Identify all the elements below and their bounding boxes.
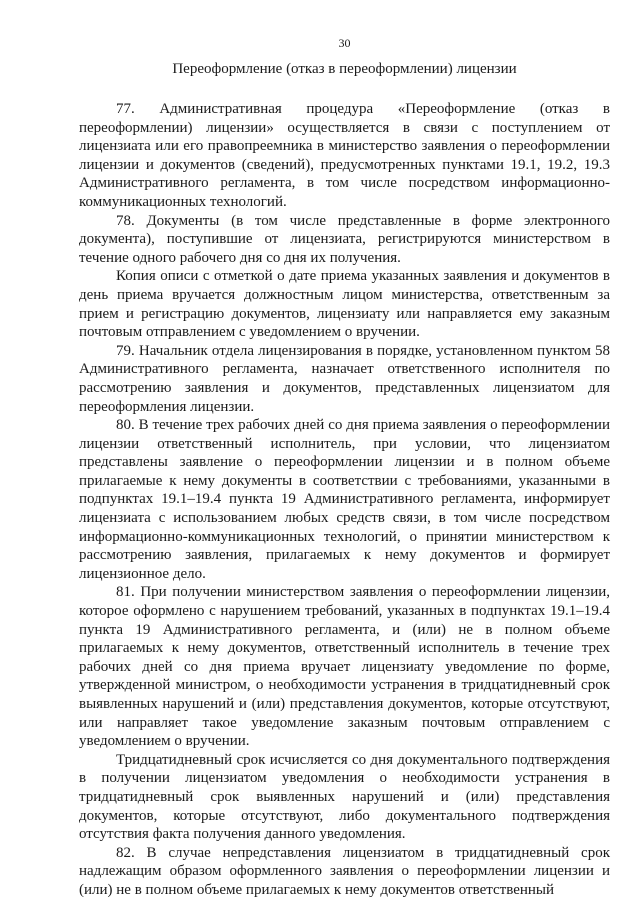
section-title: Переоформление (отказ в переоформлении) лицензии [172,61,517,77]
document-body [79,100,610,900]
paragraph-82: 82. В случае непредставления лицензиатом в тридцатидневный срок надлежащим образом оформленного заявления о переоформлении лицензии и (или) не в полном объеме прилагаемых к нему документов ответственный [79,844,610,898]
paragraph-77: 77. Административная процедура «Переоформление (отказ в переоформлении) лицензии» осуществляется в связи с поступлением от лицензиата или его правопреемника в министерство заявления о переоформлении лицензии и документов (сведений), предусмотренных пунктами 19.1, 19.2, 19.3 Административного регламента, в том числе посредством информационно-коммуникационных технологий. [79,101,610,210]
paragraph-80: 80. В течение трех рабочих дней со дня приема заявления о переоформлении лицензии ответственный исполнитель, при условии, что лицензиатом представлены заявление о переоформлении лицензии и в полном объеме прилагаемые к нему документы в соответствии с требованиями, указанными в подпунктах 19.1–19.4 пункта 19 Административного регламента, информирует лицензиата с использованием любых средств связи, в том числе посредством информационно-коммуникационных технологий, о принятии министерством к рассмотрению заявления, прилагаемых к нему документов и формирует лицензионное дело. [79,417,610,582]
paragraph-78-copy-of-inventory: Копия описи с отметкой о дате приема указанных заявления и документов в день приема вручается должностным лицом министерства, ответственным за прием и регистрацию документов, лицензиату или направляется ему заказным почтовым отправлением с уведомлением о вручении. [79,268,610,341]
paragraph-81: 81. При получении министерством заявления о переоформлении лицензии, которое оформлено с нарушением требований, указанных в подпунктах 19.1–19.4 пункта 19 Административного регламента, и (или) не в полном объеме прилагаемых к нему документов, ответственный исполнитель в течение трех рабочих дней со дня приема вручает лицензиату уведомление по форме, утвержденной министром, о необходимости устранения в тридцатидневный срок выявленных нарушений и (или) представления документов, которые отсутствуют, или направляет такое уведомление заказным почтовым отправлением с уведомлением о вручении. [79,584,610,750]
paragraph-81-thirty-day-term: Тридцатидневный срок исчисляется со дня документального подтверждения в получении лицензиатом уведомления о необходимости устранения в тридцатидневный срок выявленных нарушений и (или) представления документов, которые отсутствуют, либо документального подтверждения отсутствия факта получения данного уведомления. [79,751,610,843]
paragraph-79: 79. Начальник отдела лицензирования в порядке, установленном пунктом 58 Административного регламента, назначает ответственного исполнителя по рассмотрению заявления и документов, представленных лицензиатом для переоформления лицензии. [79,342,610,415]
paragraph-78: 78. Документы (в том числе представленные в форме электронного документа), поступившие от лицензиата, регистрируются министерством в течение одного рабочего дня со дня их получения. [79,212,610,266]
page-number: 30 [338,36,351,50]
